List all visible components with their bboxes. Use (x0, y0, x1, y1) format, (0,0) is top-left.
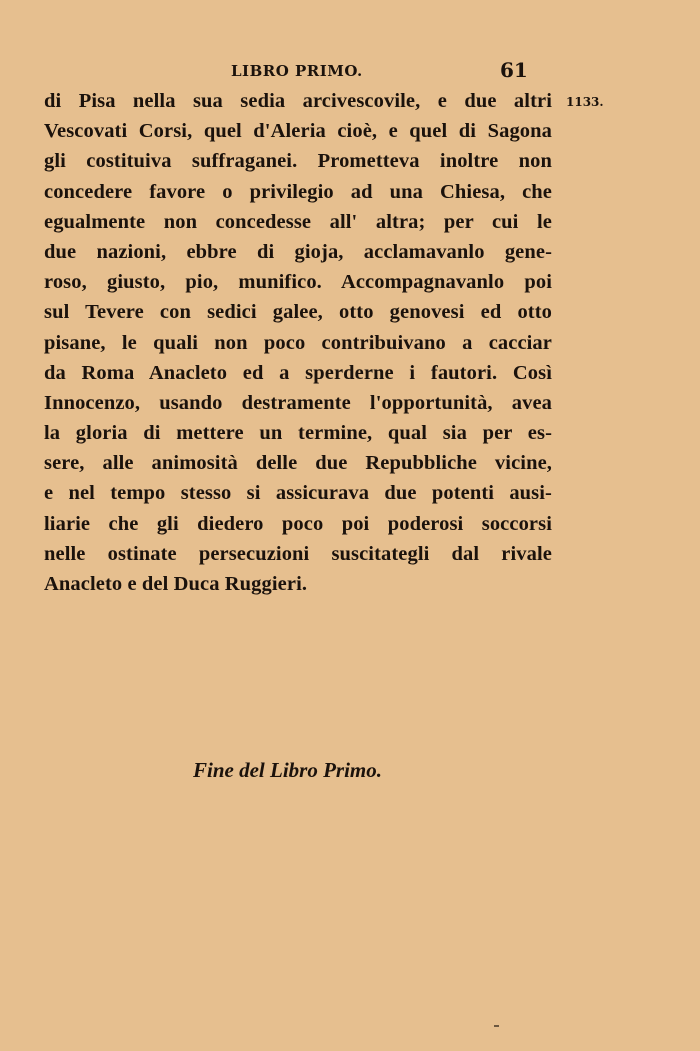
text-line: sere, alle animosità delle due Repubbliche vicine, (44, 452, 552, 475)
text-line: egualmente non concedesse all' altra; per cui le (44, 210, 552, 233)
text-line: e nel tempo stesso si assicurava due potenti ausi- (44, 482, 552, 505)
text-line: di Pisa nella sua sedia arcivescovile, e due altri (44, 90, 552, 112)
text-line: Innocenzo, usando destramente l'opportunità, avea (44, 391, 552, 414)
text-line: due nazioni, ebbre di gioja, acclamavanlo gene- (44, 240, 552, 263)
text-line: da Roma Anacleto ed a sperderne i fautori. Così (44, 361, 552, 384)
text-line: pisane, le quali non poco contribuivano a cacciar (44, 331, 552, 354)
text-line: liarie che gli diedero poco poi poderosi soccorsi (44, 512, 552, 535)
page-number: 61 (500, 58, 528, 82)
text-line: concedere favore o privilegio ad una Chiesa, che (44, 180, 552, 203)
text-line: gli costituiva suffraganei. Prometteva inoltre non (44, 150, 552, 173)
ink-speck (494, 1025, 499, 1027)
body-text (44, 86, 552, 599)
chapter-ending: Fine del Libro Primo. (193, 758, 382, 782)
text-line: la gloria di mettere un termine, qual sia per es- (44, 422, 552, 445)
text-line: Vescovati Corsi, quel d'Aleria cioè, e quel di Sagona (44, 120, 552, 143)
margin-date-note: 1133. (566, 95, 604, 109)
text-line: sul Tevere con sedici galee, otto genovesi ed otto (44, 301, 552, 324)
running-head: LIBRO PRIMO. (231, 62, 363, 80)
text-line: roso, giusto, pio, munifico. Accompagnavanlo poi (44, 271, 552, 294)
text-line-last: Anacleto e del Duca Ruggieri. (44, 573, 308, 595)
text-line: nelle ostinate persecuzioni suscitategli dal rivale (44, 542, 552, 565)
